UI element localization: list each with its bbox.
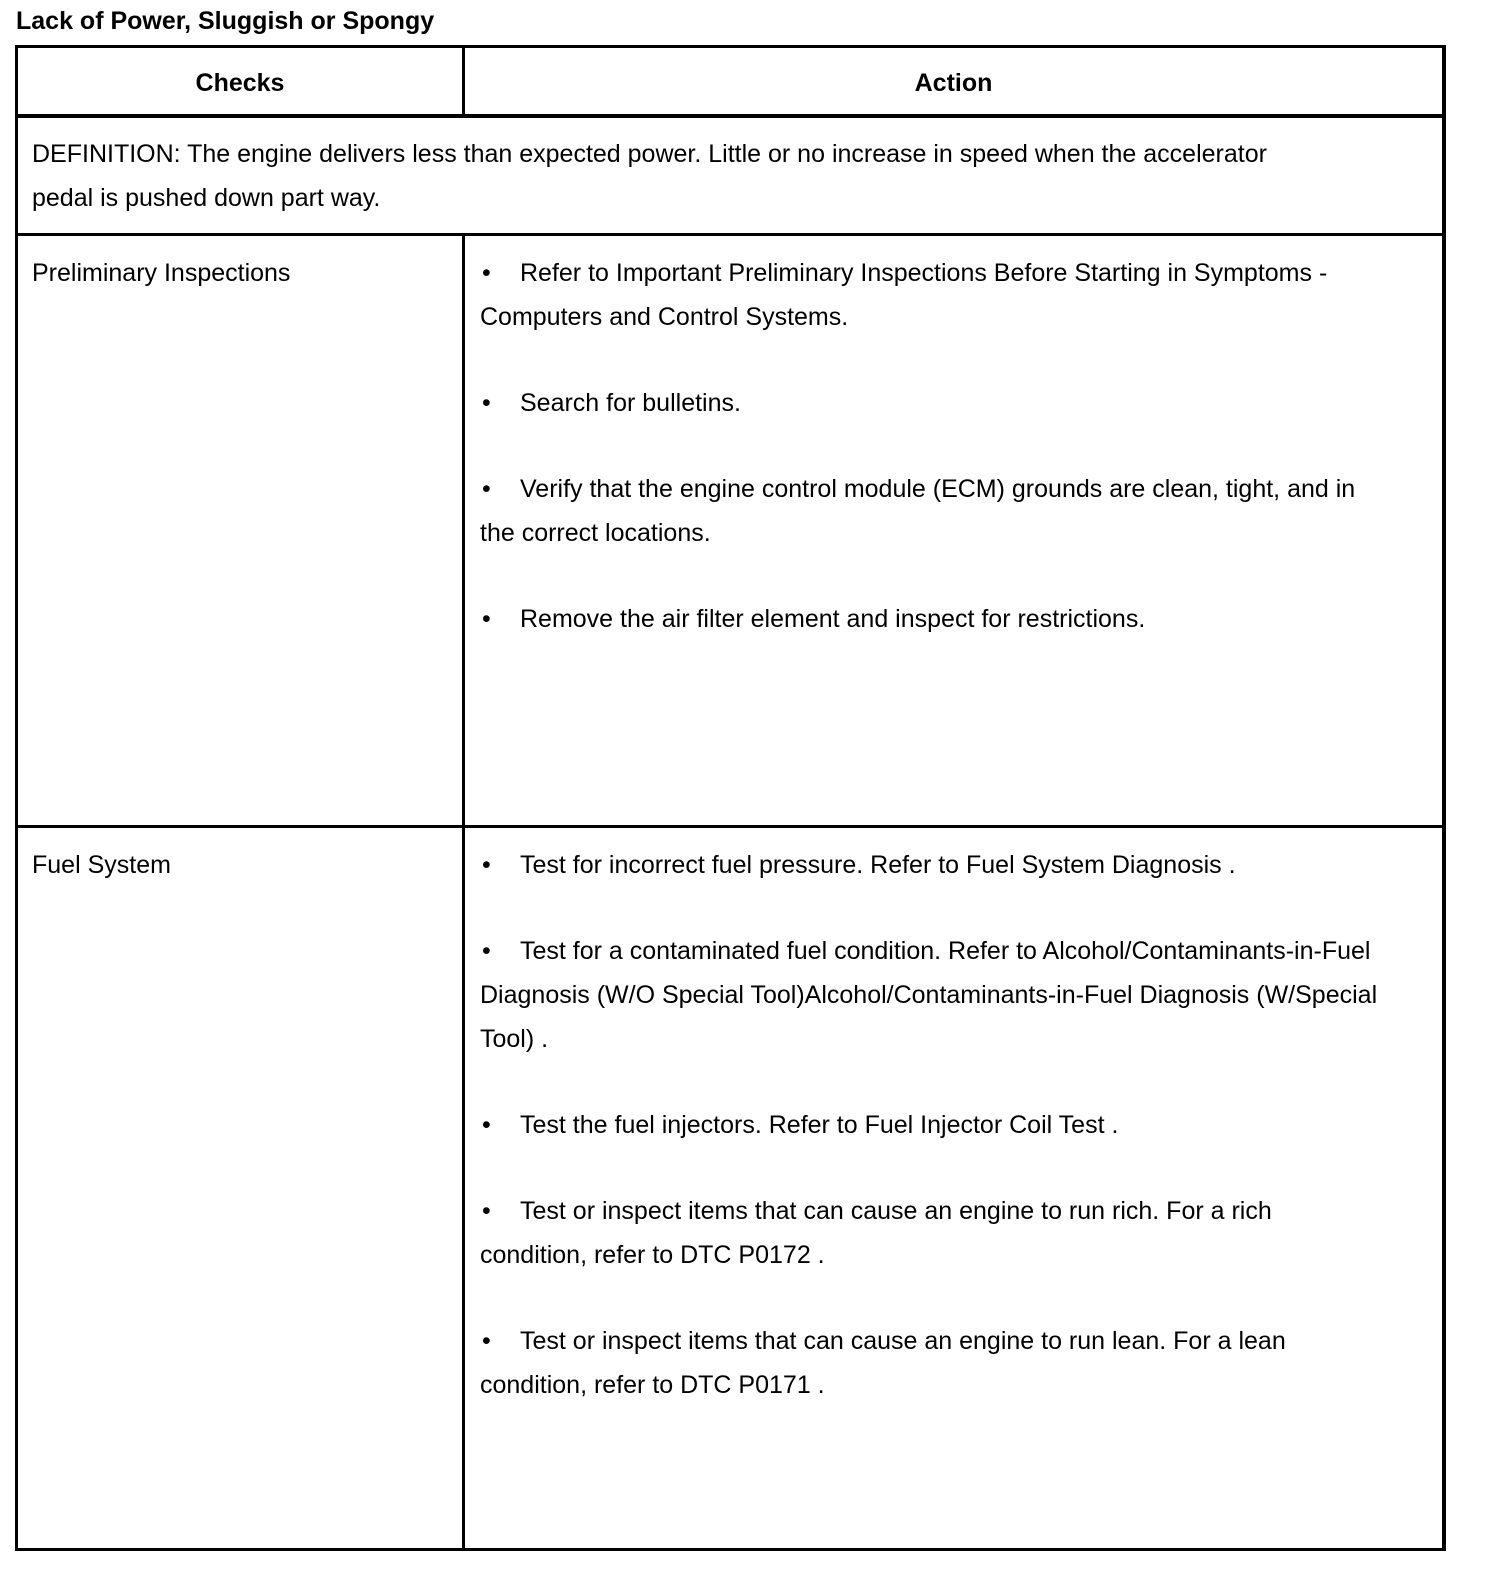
header-divider: [15, 114, 1446, 118]
list-item: [480, 1103, 1380, 1147]
list-item: [480, 929, 1380, 1061]
action-text: Test for incorrect fuel pressure. Refer to Fuel System Diagnosis .: [520, 851, 1236, 879]
page-title: Lack of Power, Sluggish or Spongy: [16, 7, 435, 35]
list-item: [480, 1319, 1380, 1407]
header-action: Action: [914, 69, 993, 97]
table-border-bottom: [15, 1548, 1446, 1551]
bullet-icon: •: [482, 1327, 491, 1355]
action-text: Test the fuel injectors. Refer to Fuel Injector Coil Test .: [520, 1111, 1119, 1139]
action-text: Test or inspect items that can cause an engine to run rich. For a rich condition, refer to DTC P0172 .: [480, 1197, 1272, 1269]
row-divider: [15, 825, 1446, 828]
list-item: [480, 467, 1380, 555]
action-text: Search for bulletins.: [520, 389, 741, 417]
table-border-left: [15, 45, 18, 1551]
bullet-icon: •: [482, 605, 491, 633]
table-border-top: [15, 45, 1446, 48]
action-list-preliminary: [480, 251, 1380, 683]
action-text: Test or inspect items that can cause an engine to run lean. For a lean condition, refer to DTC P0171 .: [480, 1327, 1286, 1399]
action-text: Refer to Important Preliminary Inspections Before Starting in Symptoms - Computers and Control Systems.: [480, 259, 1328, 331]
action-list-fuel-system: [480, 843, 1380, 1449]
bullet-icon: •: [482, 851, 491, 879]
header-checks: Checks: [195, 69, 285, 97]
list-item: [480, 597, 1380, 641]
bullet-icon: •: [482, 259, 491, 287]
table-border-right: [1442, 45, 1446, 1551]
bullet-icon: •: [482, 1111, 491, 1139]
column-divider-body: [462, 233, 465, 1551]
list-item: [480, 843, 1380, 887]
check-fuel-system: Fuel System: [32, 851, 171, 879]
bullet-icon: •: [482, 937, 491, 965]
list-item: [480, 1189, 1380, 1277]
action-text: Remove the air filter element and inspect for restrictions.: [520, 605, 1146, 633]
bullet-icon: •: [482, 1197, 491, 1225]
check-preliminary-inspections: Preliminary Inspections: [32, 259, 291, 287]
action-text: Test for a contaminated fuel condition. Refer to Alcohol/Contaminants-in-Fuel Diagnosis (W/O Special Tool)Alcohol/Contaminants-in-Fuel Diagnosis (W/Special Tool) .: [480, 937, 1378, 1053]
definition-divider: [15, 233, 1446, 236]
bullet-icon: •: [482, 389, 491, 417]
bullet-icon: •: [482, 475, 491, 503]
action-text: Verify that the engine control module (ECM) grounds are clean, tight, and in the correct locations.: [480, 475, 1356, 547]
definition-text: DEFINITION: The engine delivers less than expected power. Little or no increase in speed when the accelerator pedal is pushed down part way.: [32, 140, 1267, 212]
list-item: [480, 381, 1380, 425]
list-item: [480, 251, 1380, 339]
